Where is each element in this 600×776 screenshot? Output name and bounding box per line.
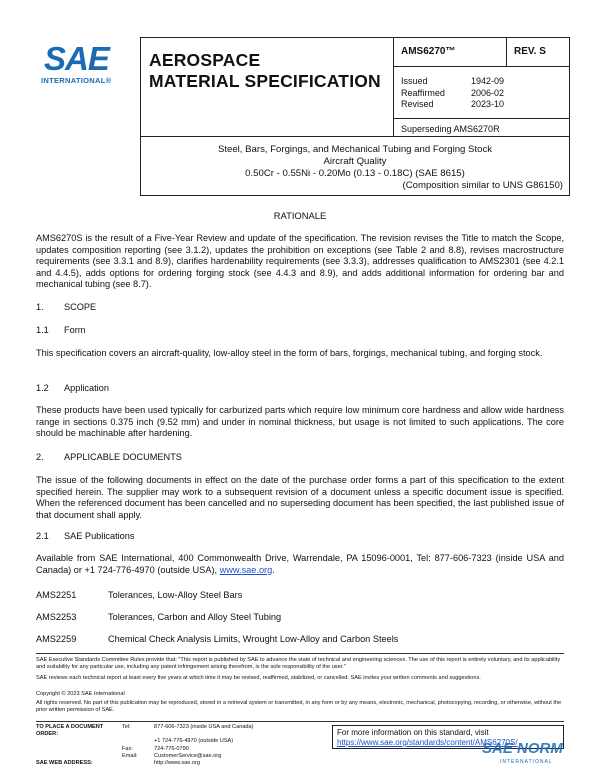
reference-item: AMS2259 Chemical Check Analysis Limits, Wrought Low-Alloy and Carbon Steels [36, 634, 399, 644]
sae-website-link[interactable]: www.sae.org [219, 564, 273, 575]
section-2-text: The issue of the following documents in effect on the date of the purchase order forms a part of this specification to the extent specified herein. The supplier may work to a subsequent revision of a document unless a specific document issue is specified. When the referenced document has been cancelled and no superseding document has been specified, the last published issue of that document shall apply. [36, 475, 564, 520]
watermark-logo: SAE NORM [482, 740, 563, 757]
section-1-heading: 1. SCOPE [36, 302, 97, 312]
revision-label: REV. S [514, 46, 546, 57]
footer-rights: All rights reserved. No part of this publication may be reproduced, stored in a retrieval system or transmitted, in any form or by any means, electronic, mechanical, photocopying, recording, or otherwise, without the prior written permission of SAE. [36, 700, 562, 713]
section-1-2-heading: 1.2 Application [36, 383, 109, 393]
document-type-title: AEROSPACE MATERIAL SPECIFICATION [149, 50, 381, 91]
phone-outside-usa: +1 724-776-4970 (outside USA) [154, 738, 234, 745]
sae-logo [36, 42, 124, 86]
rationale-text: AMS6270S is the result of a Five-Year Review and update of the specification. The revision revises the Title to match the Scope, updates composition reporting (see 3.1.2), updates the prohibition on exceptions (see Table 2 and 8.8), revises macrostructure requirements (see 3.3.1 and 8.9), clarifies hardenability requirements (see 3.3.3), addresses qualification to AMS2301 (see 4.2.1 and 4.4.5), adds options for ordering forging stock (see 4.4.3 and 8.9), and adds additional information for ordering bar and mechanical tubing (see 8.7). [36, 233, 564, 290]
logo-subtitle: INTERNATIONAL® [41, 76, 112, 85]
footer-review-note: SAE reviews each technical report at least every five years at which time it may be revised, reaffirmed, stabilized, or cancelled. SAE invites your written comments and suggestions. [36, 675, 481, 681]
material-title-block: Steel, Bars, Forgings, and Mechanical Tubing and Forging Stock Aircraft Quality 0.50Cr - 0.55Ni - 0.20Mo (0.13 - 0.18C) (SAE 8615) (Composition similar to UNS G86150) [140, 137, 570, 196]
reaffirmed-date: 2006-02 [471, 87, 505, 98]
rationale-heading: RATIONALE [273, 210, 327, 221]
order-contact-block: TO PLACE A DOCUMENT ORDER: Tel: 877-606-7323 (inside USA and Canada) +1 724-776-4970 (outside USA) Fax: 724-776-0790 Email: CustomerService@sae.org SAE WEB ADDRESS: http://www.sae.org [36, 724, 254, 767]
footer-disclaimer: SAE Executive Standards Committee Rules provide that: "This report is published by SAE to advance the state of technical and engineering sciences. The use of this report is entirely voluntary, and its applicability and suitability for any particular use, including any patent infringement arising therefrom, is the sole responsibility of the user." [36, 657, 561, 670]
reference-item: AMS2251 Tolerances, Low-Alloy Steel Bars [36, 590, 243, 600]
standard-page-link[interactable]: https://www.sae.org/standards/content/AMS6270S/ [337, 738, 518, 747]
sae-web-address[interactable]: http://www.sae.org [154, 760, 201, 767]
section-2-1-heading: 2.1 SAE Publications [36, 531, 135, 541]
section-1-2-text: These products have been used typically for carburized parts which require low minimum core hardness and allow wide hardness range in sections 0.375 inch (9.52 mm) and under in nominal thickness, but usage is not limited to such applications. The core should be machinable after hardening. [36, 405, 564, 439]
logo-word: SAE [44, 40, 109, 77]
header-box [140, 37, 570, 137]
phone-inside-usa: 877-606-7323 (inside USA and Canada) [154, 724, 254, 730]
revised-date: 2023-10 [471, 99, 505, 109]
date-history: Issued 1942-09 Reaffirmed 2006-02 Revised 2023-10 [401, 76, 505, 109]
superseding-note: Superseding AMS6270R [401, 124, 500, 134]
section-2-heading: 2. APPLICABLE DOCUMENTS [36, 452, 182, 462]
section-2-1-text: Available from SAE International, 400 Commonwealth Drive, Warrendale, PA 15096-0001, Tel: 877-606-7323 (inside USA and Canada) or +1 724-776-4970 (outside USA), www.sae.org. [36, 553, 564, 575]
issued-date: 1942-09 [471, 76, 505, 86]
section-1-1-text: This specification covers an aircraft-quality, low-alloy steel in the form of bars, forgings, mechanical tubing, and forging stock. [36, 348, 543, 358]
watermark-subtitle: INTERNATIONAL [500, 759, 553, 765]
footer-divider-2 [36, 721, 564, 722]
footer-copyright: Copyright © 2023 SAE International [36, 691, 125, 697]
more-info-title: For more information on this standard, visit [337, 728, 489, 737]
fax-number: 724-776-0790 [154, 745, 189, 752]
footer-divider [36, 653, 564, 654]
document-number: AMS6270™ [401, 46, 456, 57]
customer-email[interactable]: CustomerService@sae.org [154, 752, 222, 759]
reference-item: AMS2253 Tolerances, Carbon and Alloy Steel Tubing [36, 612, 282, 622]
section-1-1-heading: 1.1 Form [36, 325, 86, 335]
